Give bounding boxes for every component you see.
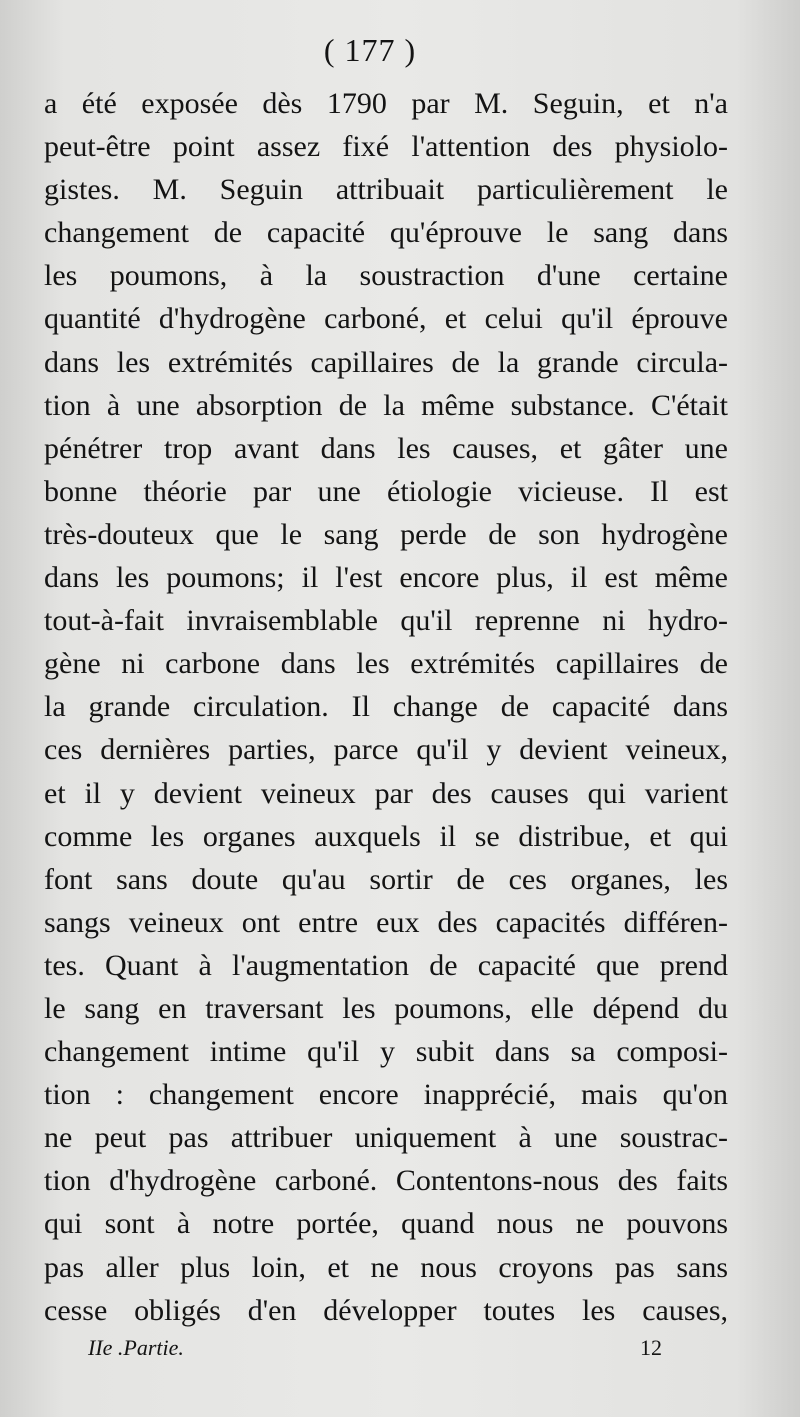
text-line: gistes. M. Seguin attribuait particulièrement le (44, 173, 728, 207)
text-line: le sang en traversant les poumons, elle dépend du (44, 991, 728, 1025)
text-line: changement de capacité qu'éprouve le sang dans (44, 216, 728, 250)
body-text (44, 82, 728, 1332)
text-line: bonne théorie par une étiologie vicieuse. Il est (44, 474, 728, 508)
text-line: tout-à-fait invraisemblable qu'il reprenne ni hydro- (44, 604, 728, 638)
text-line: changement intime qu'il y subit dans sa composi- (44, 1035, 728, 1069)
signature-mark: IIe .Partie. (88, 1335, 184, 1360)
text-line: peut-être point assez fixé l'attention des physiolo- (44, 130, 728, 164)
text-line: dans les extrémités capillaires de la grande circula- (44, 345, 728, 379)
text-line: gène ni carbone dans les extrémités capillaires de (44, 647, 728, 681)
text-line: sangs veineux ont entre eux des capacités différen- (44, 905, 728, 939)
text-line: tion : changement encore inapprécié, mais qu'on (44, 1078, 728, 1112)
text-line: et il y devient veineux par des causes qui varient (44, 776, 728, 810)
text-line: font sans doute qu'au sortir de ces organes, les (44, 862, 728, 896)
text-line: la grande circulation. Il change de capacité dans (44, 690, 728, 724)
text-line: pas aller plus loin, et ne nous croyons pas sans (44, 1250, 728, 1284)
page-number: ( 177 ) (323, 32, 417, 68)
text-line: tion à une absorption de la même substance. C'était (44, 388, 728, 422)
text-line: ne peut pas attribuer uniquement à une soustrac- (44, 1121, 728, 1155)
text-line: ces dernières parties, parce qu'il y devient veineux, (44, 733, 728, 767)
text-line: qui sont à notre portée, quand nous ne pouvons (44, 1207, 728, 1241)
text-line: cesse obligés d'en développer toutes les causes, (44, 1293, 728, 1327)
text-line: très-douteux que le sang perde de son hydrogène (44, 517, 728, 551)
text-line: quantité d'hydrogène carboné, et celui qu'il éprouve (44, 302, 728, 336)
text-line: dans les poumons; il l'est encore plus, il est même (44, 561, 728, 595)
text-line: les poumons, à la soustraction d'une certaine (44, 259, 728, 293)
text-line: pénétrer trop avant dans les causes, et gâter une (44, 431, 728, 465)
text-line: tes. Quant à l'augmentation de capacité que prend (44, 948, 728, 982)
text-line: a été exposée dès 1790 par M. Seguin, et n'a (44, 87, 728, 120)
text-line: comme les organes auxquels il se distribue, et qui (44, 819, 728, 853)
text-line: tion d'hydrogène carboné. Contentons-nous des faits (44, 1164, 728, 1198)
sheet-number: 12 (640, 1335, 662, 1360)
